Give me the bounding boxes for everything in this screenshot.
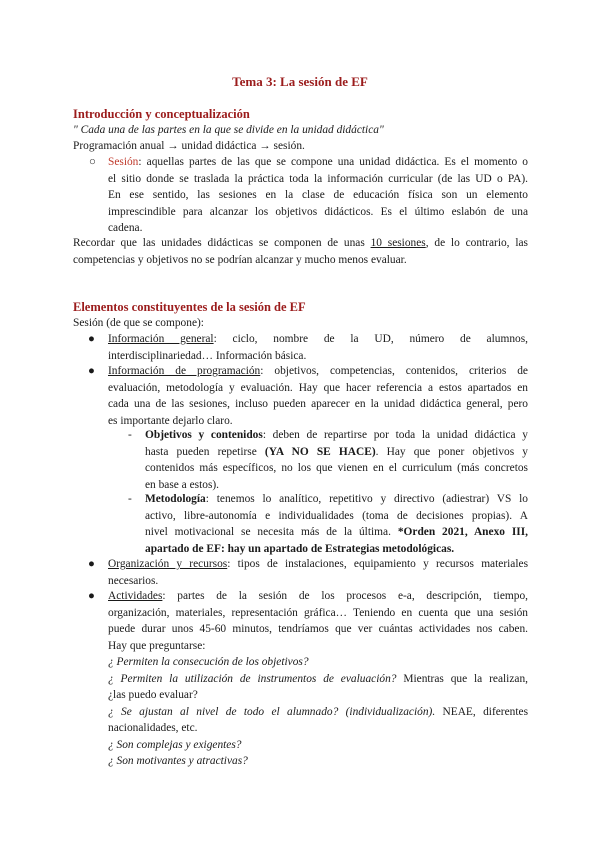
sesion-line-1: : aquellas partes de las que se compone una unidad didáctica. Es el momento o xyxy=(138,156,528,168)
bullet-informacion-general xyxy=(108,331,528,364)
term-objetivos-contenidos: Objetivos y contenidos xyxy=(145,429,263,441)
term-organizacion-recursos: Organización y recursos xyxy=(108,558,228,570)
sesion-line-4: imprescindible para alcanzar los objetivos didácticos. Es el último eslabón de una xyxy=(108,205,528,218)
b1-line-2: interdisciplinariedad… Información básica. xyxy=(108,349,307,362)
b3-line-2: necesarios. xyxy=(108,574,159,587)
b2-line-4: es importante dejarlo claro. xyxy=(108,414,233,427)
term-actividades: Actividades xyxy=(108,590,163,602)
b4-line-4: Hay que preguntarse: xyxy=(108,639,206,652)
recordar-paragraph xyxy=(73,235,528,268)
recordar-10-sesiones: 10 sesiones xyxy=(370,237,426,249)
sesion-line-5: cadena. xyxy=(108,222,143,234)
b4-line-2: organización, materiales, representación gráfica… Teniendo en cuenta que una sesión xyxy=(108,606,528,619)
bullet-organizacion-recursos xyxy=(108,556,528,589)
b2-line-1: : objetivos, competencias, contenidos, criterios de xyxy=(260,365,528,377)
b1-line-1: : ciclo, nombre de la UD, número de alumnos, xyxy=(213,333,528,345)
bullet-icon: ● xyxy=(88,558,95,570)
sequence-line: Programación anual → unidad didáctica → sesión. xyxy=(73,140,305,152)
bullet-icon: ● xyxy=(88,590,95,602)
b3-line-1: : tipos de instalaciones, equipamiento y recursos materiales xyxy=(227,558,528,570)
q3-line-2: nacionalidades, etc. xyxy=(108,722,198,734)
sub-metodologia xyxy=(145,491,528,557)
ya-no-se-hace: (YA NO SE HACE) xyxy=(264,445,376,458)
d1-line-4: en base a estos). xyxy=(145,478,220,491)
b4-line-1: : partes de la sesión de los procesos e-a, descripción, tiempo, xyxy=(162,590,528,602)
recordar-text-a: Recordar que las unidades didácticas se componen de unas xyxy=(73,237,371,249)
recordar-line-2: competencias y objetivos no se podrían alcanzar y mucho menos evaluar. xyxy=(73,253,407,266)
sesion-definition xyxy=(108,154,528,237)
question-nivel-alumnado: ¿ Se ajustan al nivel de todo el alumnado? (individualización). xyxy=(108,705,436,718)
dash-icon: - xyxy=(128,429,132,441)
sub-objetivos-contenidos xyxy=(145,427,528,493)
bullet-informacion-programacion xyxy=(108,363,528,429)
term-metodologia: Metodología xyxy=(145,493,206,505)
sesion-intro: Sesión (de que se compone): xyxy=(73,317,204,329)
sesion-term: Sesión xyxy=(108,156,139,168)
section-heading-introduccion: Introducción y conceptualización xyxy=(73,107,250,121)
section-heading-elementos: Elementos constituyentes de la sesión de EF xyxy=(73,300,306,314)
quote-line: " Cada una de las partes en la que se divide en la unidad didáctica" xyxy=(73,124,384,136)
q2-line-2: ¿las puedo evaluar? xyxy=(108,689,198,701)
term-informacion-programacion: Información de programación xyxy=(108,365,261,377)
d1-line-2a: hasta pueden repetirse xyxy=(145,445,265,458)
question-complejas: ¿ Son complejas y exigentes? xyxy=(108,738,242,751)
bullet-actividades xyxy=(108,588,528,770)
bullet-icon: ● xyxy=(88,365,95,377)
question-objetivos: ¿ Permiten la consecución de los objetivos? xyxy=(108,656,309,668)
b2-line-3: cada una de las sesiones, incluso pueden aparecer en la unidad didáctica general, pero xyxy=(108,398,528,410)
q3-remark: NEAE, diferentes xyxy=(435,705,528,718)
d2-line-4: apartado de EF: hay un apartado de Estrategias metodológicas. xyxy=(145,542,455,555)
q2-remark: Mientras que la realizan, xyxy=(396,672,528,685)
d2-line-1: : tenemos lo analítico, repetitivo y directivo (adiestrar) VS lo xyxy=(205,493,528,505)
d2-line-2: activo, libre-autonomía e individualidades (toma de decisiones propias). A xyxy=(145,509,528,522)
sesion-line-2: el sitio donde se traslada la práctica toda la información curricular (de las UD o PA). xyxy=(108,172,528,185)
question-motivantes: ¿ Son motivantes y atractivas? xyxy=(108,755,248,767)
bullet-icon: ● xyxy=(88,333,95,345)
b4-line-3: puede durar unos 45-60 minutos, tendríamos que ver cuántas actividades nos caben. xyxy=(108,623,528,635)
dash-icon: - xyxy=(128,493,132,505)
sesion-line-3: En ese sentido, las sesiones en la clase de educación física son un elemento xyxy=(108,189,528,201)
d2-line-3a: nivel motivacional se necesita más de la última. xyxy=(145,526,398,538)
circle-bullet: ○ xyxy=(89,156,96,168)
d1-line-2c: . Hay que poner objetivos y xyxy=(375,445,528,458)
d1-line-1: : deben de repartirse por toda la unidad didáctica y xyxy=(262,429,528,441)
recordar-text-b: , de lo contrario, las xyxy=(425,237,528,249)
b2-line-2: evaluación, metodología y evaluación. Hay que hacer referencia a estos apartados en xyxy=(108,381,528,394)
d1-line-3: contenidos más específicos, no los que vienen en el curriculum (más concretos xyxy=(145,462,528,474)
orden-2021: *Orden 2021, Anexo III, xyxy=(397,526,528,538)
document-title: Tema 3: La sesión de EF xyxy=(232,74,368,89)
term-informacion-general: Información general xyxy=(108,333,214,345)
question-evaluacion: ¿ Permiten la utilización de instrumentos de evaluación? xyxy=(108,672,397,685)
